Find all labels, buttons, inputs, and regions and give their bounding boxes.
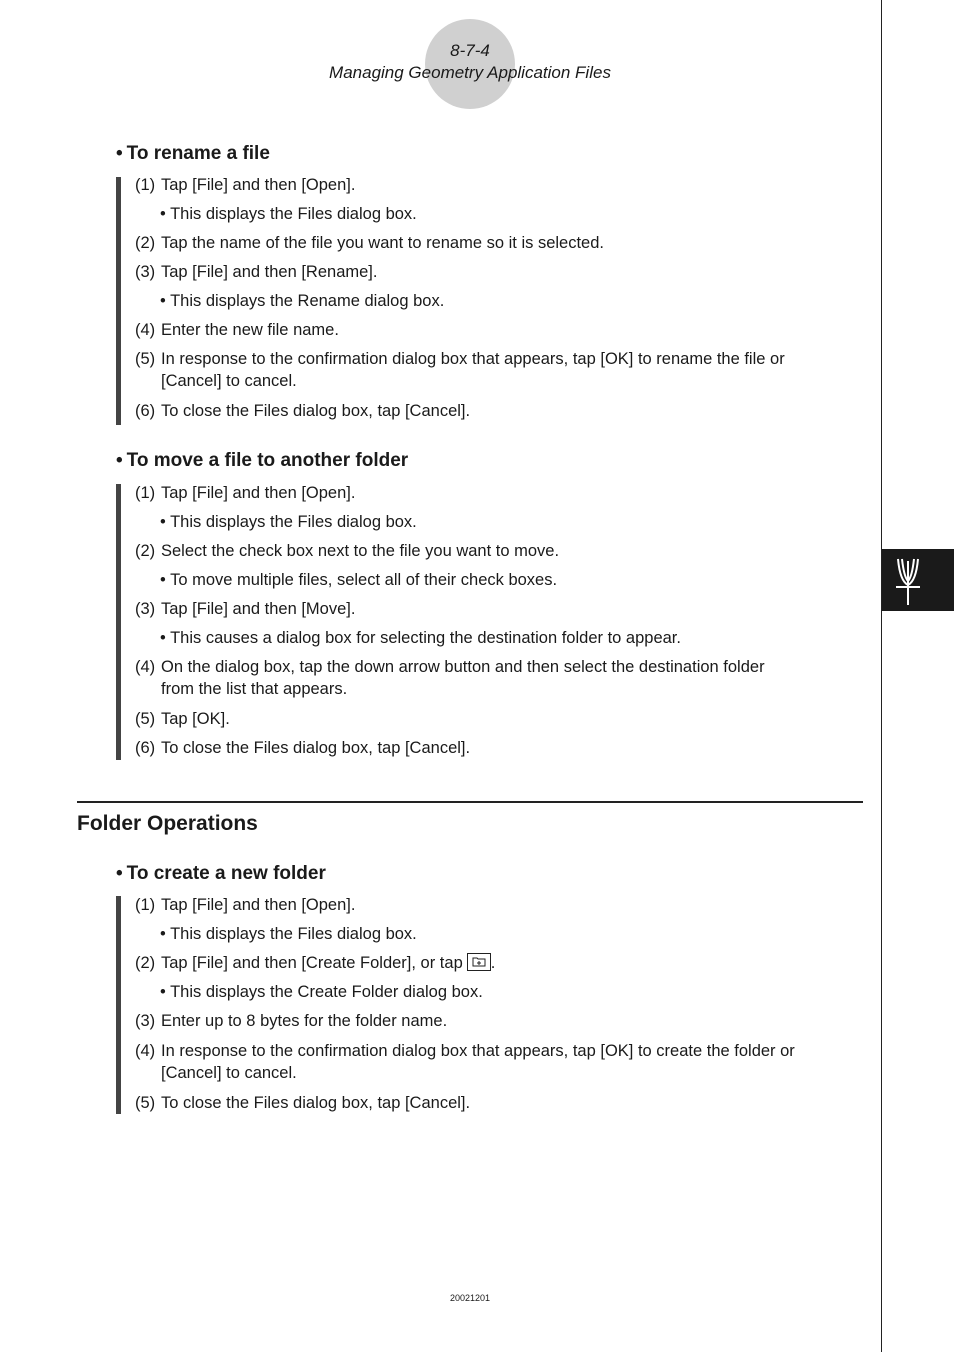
- rename-heading: • To rename a file: [116, 143, 270, 164]
- list-item: • This causes a dialog box for selecting the destination folder to appear.: [160, 629, 681, 647]
- create-heading: • To create a new folder: [116, 863, 326, 884]
- list-item: (4) In response to the confirmation dialog box that appears, tap [OK] to create the folder or [Cancel] to cancel.: [135, 1042, 795, 1082]
- list-item: (2) Tap the name of the file you want to rename so it is selected.: [135, 234, 604, 252]
- list-item: (1) Tap [File] and then [Open].: [135, 176, 356, 194]
- list-item: • This displays the Create Folder dialog box.: [160, 983, 483, 1001]
- folder-operations-title: Folder Operations: [77, 812, 258, 835]
- list-item: (1) Tap [File] and then [Open].: [135, 484, 356, 502]
- list-item: • This displays the Files dialog box.: [160, 925, 417, 943]
- list-item: (6) To close the Files dialog box, tap [Cancel].: [135, 402, 471, 420]
- list-item: (2) Tap [File] and then [Create Folder], or tap .: [135, 954, 496, 972]
- list-item: (5) In response to the confirmation dialog box that appears, tap [OK] to rename the file or [Cancel] to cancel.: [135, 350, 785, 390]
- list-item: • This displays the Files dialog box.: [160, 205, 417, 223]
- list-item: • To move multiple files, select all of their check boxes.: [160, 571, 558, 589]
- footer-code: 20021201: [449, 1293, 491, 1303]
- list-item: (3) Tap [File] and then [Move].: [135, 600, 356, 618]
- section-bar: [116, 896, 121, 1114]
- section-bar: [116, 484, 121, 760]
- list-item: • This displays the Rename dialog box.: [160, 292, 445, 310]
- section-bar: [116, 177, 121, 425]
- list-item: (2) Select the check box next to the file you want to move.: [135, 542, 560, 560]
- create-folder-icon: [467, 953, 491, 971]
- list-item: (6) To close the Files dialog box, tap [Cancel].: [135, 739, 471, 757]
- list-item: • This displays the Files dialog box.: [160, 513, 417, 531]
- move-heading: • To move a file to another folder: [116, 450, 409, 471]
- chapter-tab: [882, 549, 954, 611]
- right-margin-rule: [881, 0, 882, 1352]
- page-title: Managing Geometry Application Files: [329, 63, 611, 82]
- list-item: (5) Tap [OK].: [135, 710, 230, 728]
- list-item: (4) On the dialog box, tap the down arrow button and then select the destination folder from the list that appears.: [135, 658, 765, 698]
- list-item: (5) To close the Files dialog box, tap [Cancel].: [135, 1094, 471, 1112]
- page-number: 8-7-4: [450, 41, 490, 60]
- list-item: (1) Tap [File] and then [Open].: [135, 896, 356, 914]
- section-divider: [77, 801, 863, 803]
- list-item: (4) Enter the new file name.: [135, 321, 339, 339]
- list-item: (3) Tap [File] and then [Rename].: [135, 263, 378, 281]
- geometry-icon: [888, 553, 928, 607]
- create-folder-section: [116, 863, 876, 1123]
- rename-section: [116, 143, 876, 433]
- move-section: [116, 450, 876, 770]
- list-item: (3) Enter up to 8 bytes for the folder name.: [135, 1012, 448, 1030]
